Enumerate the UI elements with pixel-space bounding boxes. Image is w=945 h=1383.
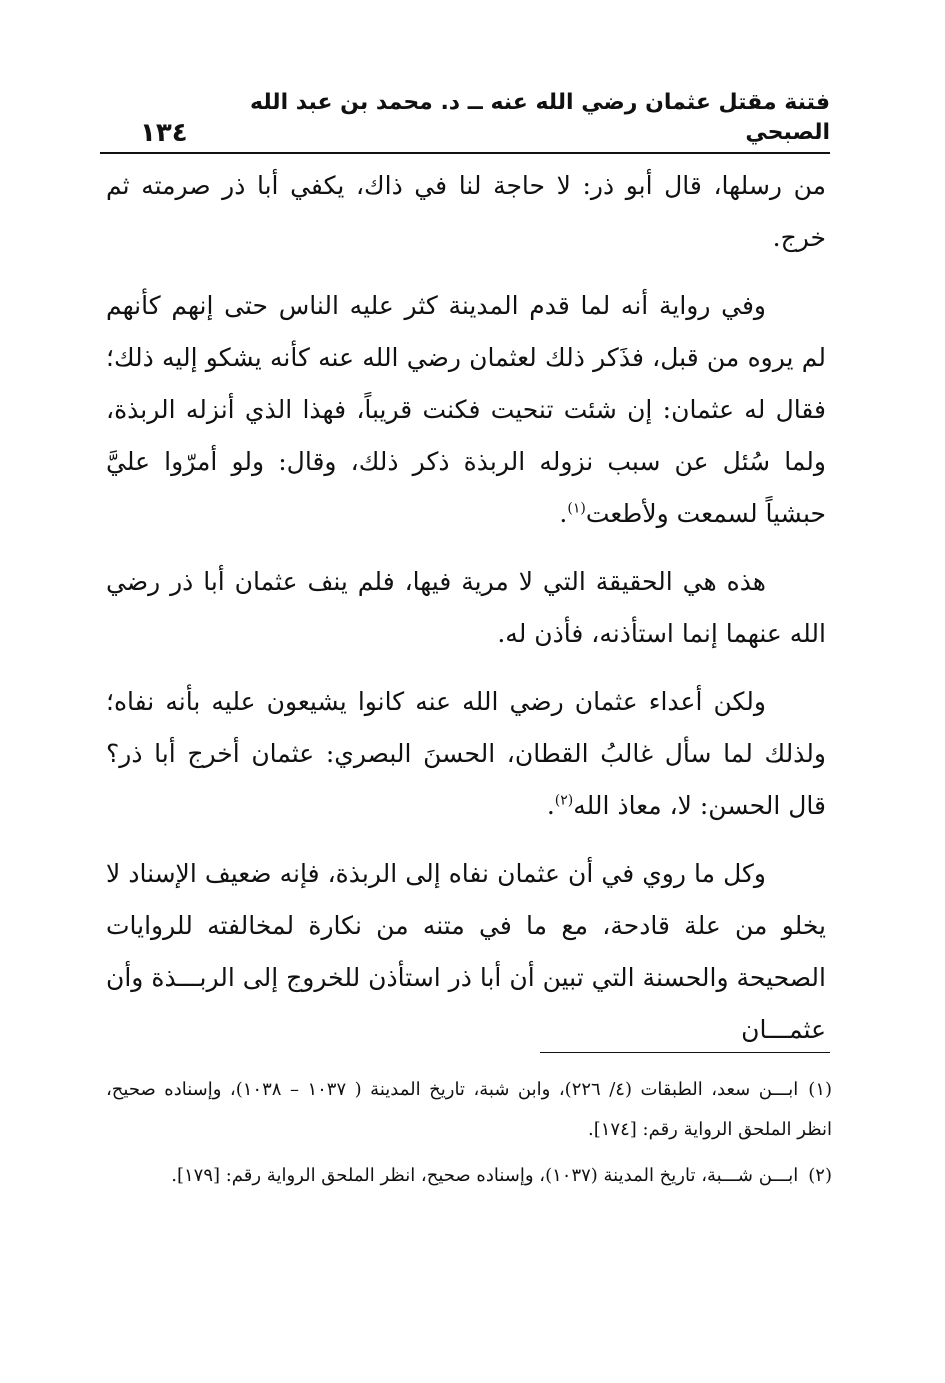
footnote-2-number: (٢) bbox=[808, 1165, 832, 1186]
page-number: ١٣٤ bbox=[140, 118, 188, 148]
footnote-ref-2: (٢) bbox=[554, 792, 574, 809]
paragraph-4-end: . bbox=[546, 791, 555, 820]
footnote-2 bbox=[106, 1156, 832, 1196]
paragraph-2 bbox=[106, 280, 826, 540]
running-header bbox=[100, 90, 830, 148]
paragraph-2-text: وفي رواية أنه لما قدم المدينة كثر عليه الناس حتى إنهم كأنهم لم يروه من قبل، فذَكر ذلك لعثمان رضي الله عنه كأنه يشكو إليه ذلك؛ فقال له عثمان: إن شئت تنحيت فكنت قريباً، فهذا الذي أنزله الربذة، ولما سُئل عن سبب نزوله الربذة ذكر ذلك، وقال: ولو أمرّوا عليَّ حبشياً لسمعت ولأطعت bbox=[106, 291, 826, 528]
footnote-2-text: ابـــن شـــبة، تاريخ المدينة (١٠٣٧)، وإسناده صحيح، انظر الملحق الرواية رقم: [١٧٩]. bbox=[171, 1165, 799, 1186]
footnote-divider bbox=[540, 1052, 830, 1053]
header-title: فتنة مقتل عثمان رضي الله عنه ــ د. محمد بن عبد الله الصبحي bbox=[249, 90, 830, 145]
footnotes bbox=[106, 1070, 832, 1202]
paragraph-1 bbox=[106, 160, 826, 264]
paragraph-3-text: هذه هي الحقيقة التي لا مرية فيها، فلم ينف عثمان أبا ذر رضي الله عنهما إنما استأذنه، فأذن له. bbox=[106, 567, 826, 648]
paragraph-1-text: من رسلها، قال أبو ذر: لا حاجة لنا في ذاك، يكفي أبا ذر صرمته ثم خرج. bbox=[106, 171, 826, 252]
paragraph-2-end: . bbox=[559, 499, 568, 528]
paragraph-5-text: وكل ما روي في أن عثمان نفاه إلى الربذة، فإنه ضعيف الإسناد لا يخلو من علة قادحة، مع ما في متنه من نكارة لمخالفته للروايات الصحيحة والحسنة التي تبين أن أبا ذر استأذن للخروج إلى الربـــذة وأن عثمـــان bbox=[106, 859, 826, 1044]
paragraph-4 bbox=[106, 676, 826, 832]
paragraph-4-text: ولكن أعداء عثمان رضي الله عنه كانوا يشيعون عليه بأنه نفاه؛ ولذلك لما سأل غالبُ القطان، الحسنَ البصري: عثمان أخرج أبا ذر؟ قال الحسن: لا، معاذ الله bbox=[106, 687, 826, 820]
footnote-1 bbox=[106, 1070, 832, 1150]
footnote-ref-1: (١) bbox=[567, 500, 586, 517]
header-divider bbox=[100, 152, 830, 154]
main-text bbox=[106, 160, 826, 1072]
footnote-1-text: ابـــن سعد، الطبقات (٤/ ٢٢٦)، وابن شبة، تاريخ المدينة ( ١٠٣٧ – ١٠٣٨)، وإسناده صحيح، انظر الملحق الرواية رقم: [١٧٤]. bbox=[106, 1079, 832, 1140]
paragraph-3 bbox=[106, 556, 826, 660]
footnote-1-number: (١) bbox=[808, 1079, 833, 1100]
paragraph-5 bbox=[106, 848, 826, 1056]
